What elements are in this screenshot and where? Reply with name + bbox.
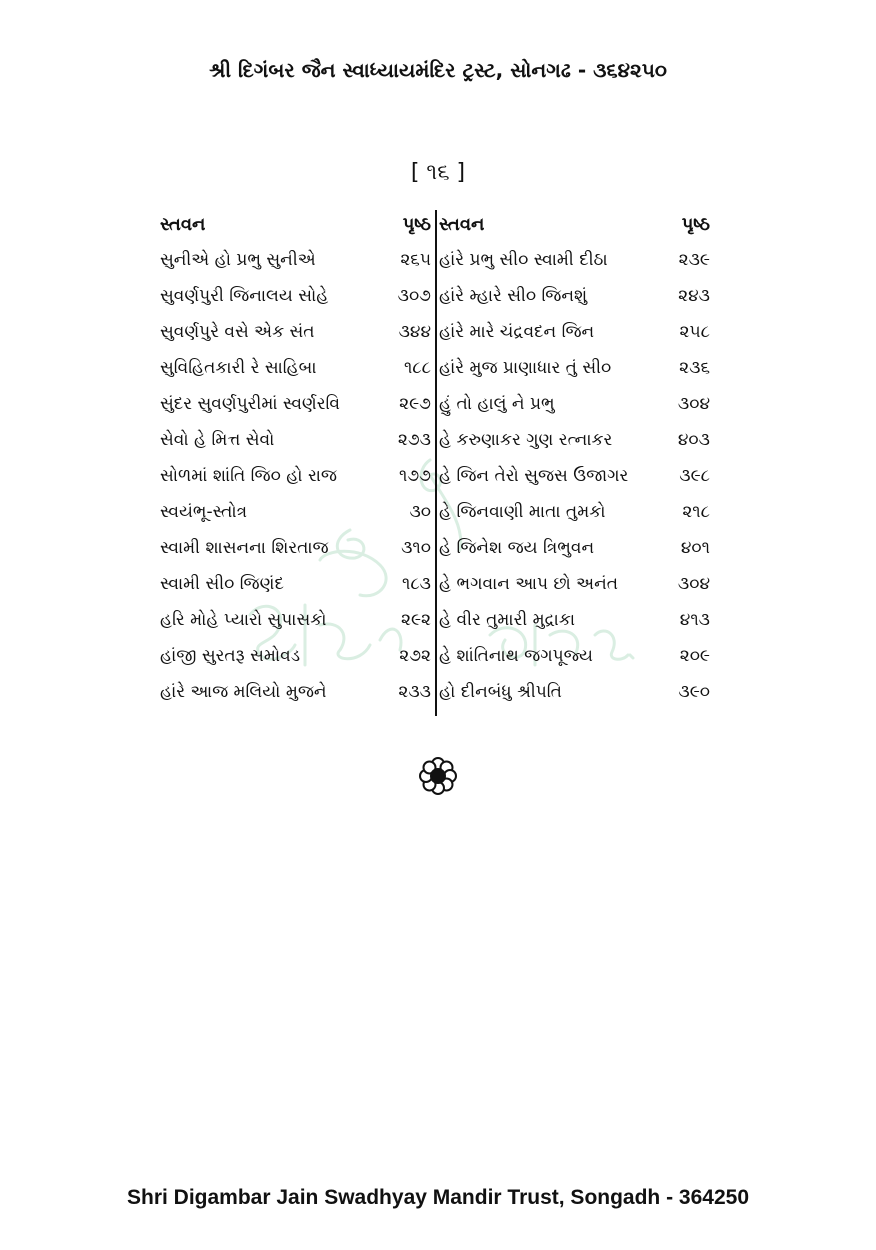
right-page: ૨૩૯ [678, 250, 710, 270]
table-row [160, 496, 712, 532]
header-page-left: પૃષ્ઠ [402, 214, 431, 235]
right-title: હે કરુણાકર ગુણ રત્નાકર [439, 430, 613, 450]
left-page: ૨૭૨ [399, 646, 431, 666]
table-row [160, 388, 712, 424]
left-page: ૨૬૫ [400, 250, 431, 270]
right-page: ૪૦૧ [680, 538, 710, 558]
left-title: સેવો હે મિત્ત સેવો [160, 430, 275, 450]
right-title: હું તો હાલું ને પ્રભુ [439, 394, 555, 414]
left-title: સુવર્ણપુરી જિનાલય સોહે [160, 286, 329, 306]
right-title: હાંરે મારે ચંદ્રવદન જિન [439, 322, 595, 342]
table-row [160, 568, 712, 604]
table-row [160, 280, 712, 316]
right-page: ૨૦૯ [679, 646, 710, 666]
left-page: ૩૦ [409, 502, 431, 522]
right-title: હે વીર તુમારી મુદ્રાકા [439, 610, 576, 630]
right-title: હે જિનવાણી માતા તુમકો [439, 502, 606, 522]
right-page: ૩૦૪ [677, 394, 710, 414]
left-page: ૨૩૩ [398, 682, 431, 702]
left-page: ૩૧૦ [401, 538, 431, 558]
right-title: હાંરે મુજ પ્રાણાધાર તું સી૦ [439, 358, 612, 378]
right-page: ૩૦૪ [677, 574, 710, 594]
right-title: હે શાંતિનાથ જગપૂજ્ય [439, 646, 593, 666]
left-page: ૨૯૭ [399, 394, 431, 414]
right-title: હો દીનબંધુ શ્રીપતિ [439, 682, 562, 702]
header-page-right: પૃષ્ઠ [681, 214, 710, 235]
table-row [160, 532, 712, 568]
right-page: ૨૩૬ [679, 358, 710, 378]
left-title: સોળમાં શાંતિ જિ૦ હો રાજ [160, 466, 337, 486]
table-row [160, 640, 712, 676]
right-page: ૨૪૩ [678, 286, 710, 306]
left-title: સુનીએ હો પ્રભુ સુનીએ [160, 250, 316, 270]
left-page: ૧૭૭ [399, 466, 431, 486]
left-title: સ્વામી શાસનના શિરતાજ [160, 538, 329, 558]
table-row [160, 352, 712, 388]
table-row [160, 460, 712, 496]
left-title: સ્વામી સી૦ જિણંદ [160, 574, 284, 594]
left-title: હાંરે આજ મલિયો મુજને [160, 682, 327, 702]
stavan-index-table [160, 208, 712, 712]
right-title: હે જિન તેરો સુજસ ઉજાગર [439, 466, 629, 486]
table-row [160, 424, 712, 460]
right-page: ૩૯૦ [678, 682, 710, 702]
left-page: ૨૯૨ [400, 610, 431, 630]
flower-ornament-icon [418, 756, 458, 796]
table-header-row [160, 208, 712, 244]
page-footer: Shri Digambar Jain Swadhyay Mandir Trust, Songadh - 364250 [126, 1186, 749, 1209]
left-page: ૧૮૮ [403, 358, 431, 378]
left-page: ૧૮૩ [401, 574, 431, 594]
left-page: ૨૭૩ [397, 430, 431, 450]
right-page: ૪૧૩ [679, 610, 710, 630]
left-title: હાંજી સુરતરૂ સમોવડ [160, 646, 301, 666]
left-page: ૩૦૭ [397, 286, 431, 306]
header-stavan-right: સ્તવન [439, 214, 485, 235]
left-title: સુવર્ણપુરે વસે એક સંત [160, 322, 315, 342]
table-row [160, 604, 712, 640]
left-page: ૩૪૪ [398, 322, 431, 342]
left-title: સુવિહિતકારી રે સાહિબા [160, 358, 317, 378]
table-row [160, 244, 712, 280]
header-stavan-left: સ્તવન [160, 214, 206, 235]
right-title: હે જિનેશ જય ત્રિભુવન [439, 538, 595, 558]
left-title: સુંદર સુવર્ણપુરીમાં સ્વર્ણરવિ [160, 394, 340, 414]
left-title: સ્વયંભૂ-સ્તોત્ર [160, 502, 248, 522]
table-row [160, 676, 712, 712]
right-title: હાંરે પ્રભુ સી૦ સ્વામી દીઠા [439, 250, 608, 270]
page-number: [ ૧૬ ] [410, 160, 466, 185]
right-title: હે ભગવાન આપ છો અનંત [439, 574, 619, 594]
left-title: હરિ મોહે પ્યારો સુપાસકો [160, 610, 327, 630]
right-page: ૪૦૩ [677, 430, 710, 450]
page-header: શ્રી દિગંબર જૈન સ્વાધ્યાયમંદિર ટ્રસ્ટ, સોનગઢ - ૩૬૪૨૫૦ [209, 58, 667, 82]
table-row [160, 316, 712, 352]
right-page: ૩૯૮ [679, 466, 710, 486]
right-title: હાંરે મ્હારે સી૦ જિનશું [439, 286, 588, 306]
right-page: ૨૫૮ [679, 322, 710, 342]
right-page: ૨૧૮ [682, 502, 710, 522]
